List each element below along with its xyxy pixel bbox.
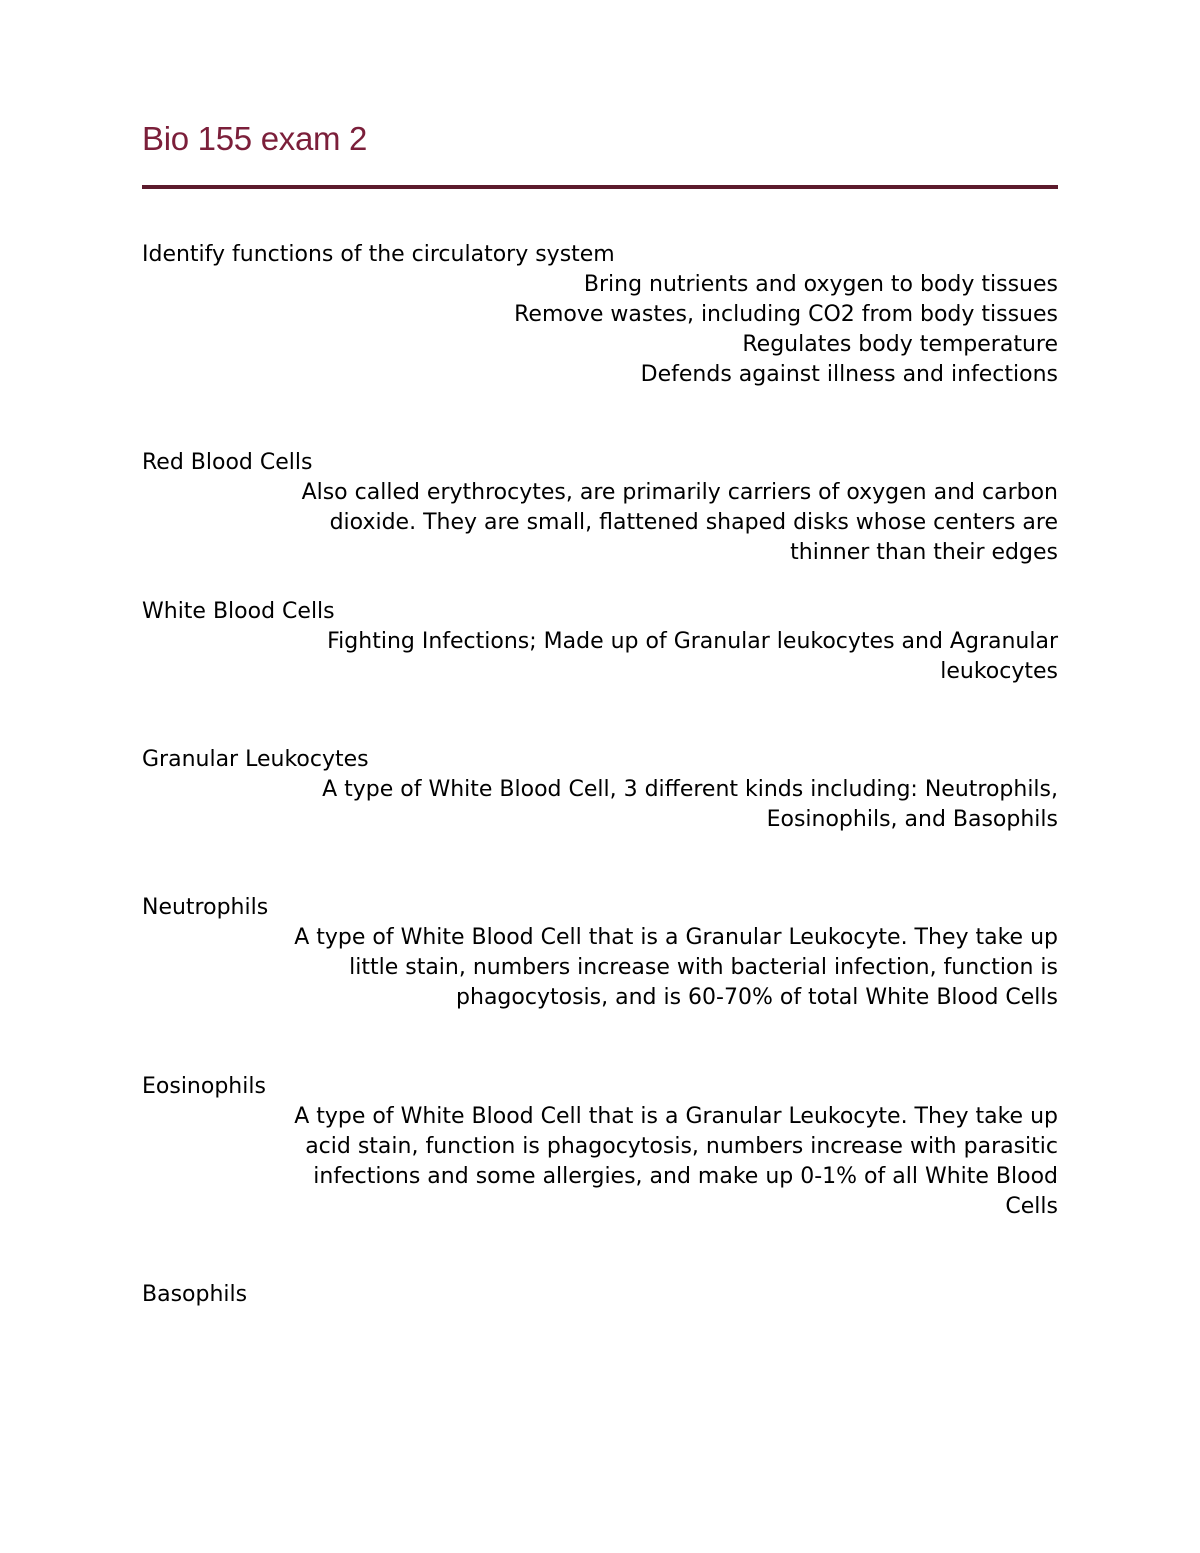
- section-eosinophils: [142, 1072, 1058, 1222]
- definition-line: Cells: [1005, 1194, 1058, 1219]
- section-definition: [142, 923, 1058, 1013]
- definition-line: leukocytes: [940, 659, 1058, 684]
- section-term: Neutrophils: [142, 895, 269, 920]
- section-term: Eosinophils: [142, 1074, 266, 1099]
- section-definition: [142, 627, 1058, 687]
- section-neutrophils: [142, 893, 1058, 1013]
- definition-line: infections and some allergies, and make up 0-1% of all White Blood: [313, 1164, 1058, 1189]
- definition-line: A type of White Blood Cell that is a Granular Leukocyte. They take up: [294, 1104, 1058, 1129]
- section-basophils: [142, 1280, 1058, 1310]
- section-definition: [142, 478, 1058, 568]
- section-definition: [142, 775, 1058, 835]
- function-list: [142, 270, 1058, 390]
- section-term: Red Blood Cells: [142, 450, 313, 475]
- section-red-blood-cells: [142, 448, 1058, 568]
- section-white-blood-cells: [142, 597, 1058, 687]
- definition-line: A type of White Blood Cell that is a Granular Leukocyte. They take up: [294, 925, 1058, 950]
- section-granular-leukocytes: [142, 745, 1058, 835]
- definition-line: thinner than their edges: [790, 540, 1058, 565]
- document-title: Bio 155 exam 2: [142, 120, 368, 157]
- section-term: Granular Leukocytes: [142, 747, 369, 772]
- section-circulatory-functions: [142, 240, 1058, 390]
- list-item: Remove wastes, including CO2 from body tissues: [514, 302, 1058, 327]
- section-definition: [142, 1102, 1058, 1222]
- section-term: White Blood Cells: [142, 599, 335, 624]
- definition-line: dioxide. They are small, flattened shaped disks whose centers are: [329, 510, 1058, 535]
- definition-line: Also called erythrocytes, are primarily carriers of oxygen and carbon: [301, 480, 1058, 505]
- definition-line: little stain, numbers increase with bacterial infection, function is: [349, 955, 1058, 980]
- definition-line: Fighting Infections; Made up of Granular leukocytes and Agranular: [327, 629, 1058, 654]
- list-item: Bring nutrients and oxygen to body tissues: [583, 272, 1058, 297]
- definition-line: acid stain, function is phagocytosis, numbers increase with parasitic: [305, 1134, 1058, 1159]
- section-term: Identify functions of the circulatory system: [142, 242, 615, 267]
- definition-line: phagocytosis, and is 60-70% of total White Blood Cells: [456, 985, 1058, 1010]
- title-divider: [142, 185, 1058, 189]
- list-item: Defends against illness and infections: [640, 362, 1058, 387]
- section-term: Basophils: [142, 1282, 248, 1307]
- definition-line: Eosinophils, and Basophils: [766, 807, 1058, 832]
- list-item: Regulates body temperature: [742, 332, 1058, 357]
- definition-line: A type of White Blood Cell, 3 different kinds including: Neutrophils,: [322, 777, 1058, 802]
